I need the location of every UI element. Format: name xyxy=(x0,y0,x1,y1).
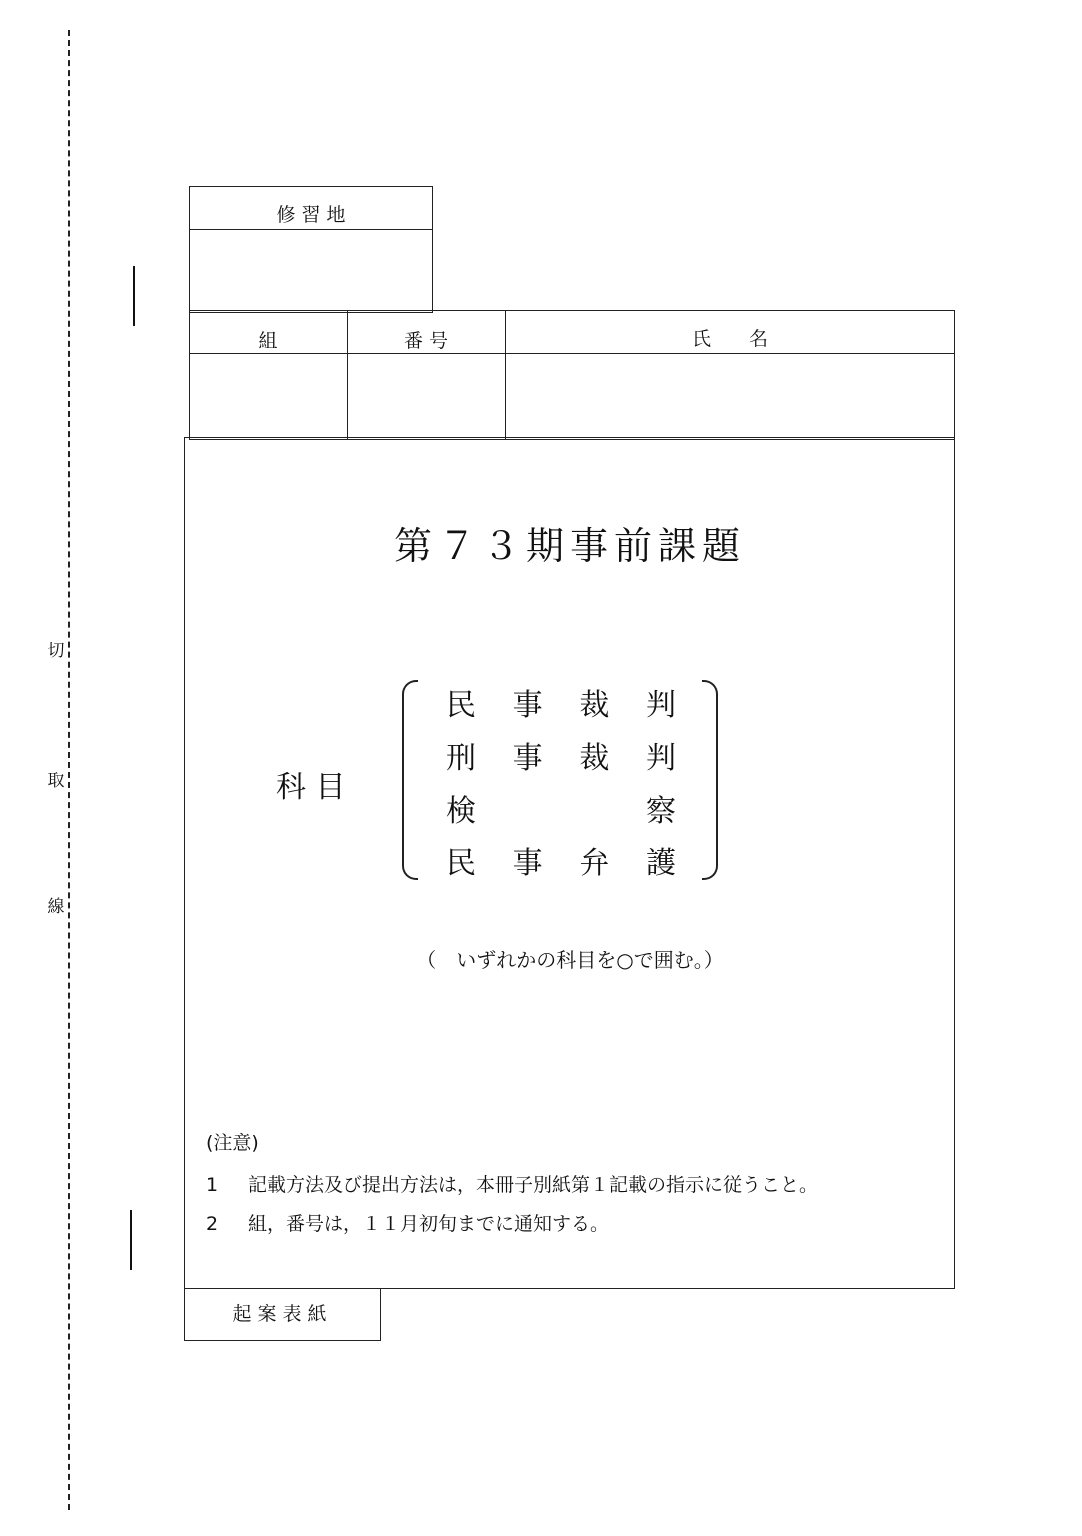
subject-char: 察 xyxy=(646,794,676,829)
note-text: 組，番号は，１１月初旬までに通知する。 xyxy=(248,1213,610,1235)
training-place-field[interactable] xyxy=(192,232,430,308)
subject-char: 事 xyxy=(512,741,543,776)
subject-char: 刑 xyxy=(446,741,476,776)
group-field[interactable] xyxy=(192,357,344,437)
subject-prosecution[interactable] xyxy=(446,786,676,830)
subject-char: 裁 xyxy=(579,688,610,723)
name-field[interactable] xyxy=(508,357,952,437)
subject-char: 事 xyxy=(512,688,543,723)
note-item xyxy=(206,1209,609,1236)
cut-line-char: 切 xyxy=(44,636,68,661)
notes-heading: (注意) xyxy=(206,1132,259,1154)
page-title: 第７３期事前課題 xyxy=(393,524,746,568)
cover-label: 起案表紙 xyxy=(184,1289,381,1341)
training-place-label: 修 習 地 xyxy=(276,204,346,226)
number-field[interactable] xyxy=(350,357,502,437)
divider xyxy=(189,353,955,354)
subject-char: 民 xyxy=(446,846,476,881)
margin-mark xyxy=(130,1210,132,1270)
name-label: 氏 名 xyxy=(691,328,768,350)
subject-criminal-trial[interactable] xyxy=(446,733,676,777)
cut-line xyxy=(68,30,70,1510)
left-bracket xyxy=(402,680,418,880)
subject-char: 民 xyxy=(446,688,476,723)
subjects-label: 科 目 xyxy=(276,770,346,805)
number-label: 番 号 xyxy=(403,330,449,352)
subject-char: 裁 xyxy=(579,741,610,776)
margin-mark xyxy=(133,266,135,326)
subject-char: 弁 xyxy=(579,846,610,881)
subject-char: 護 xyxy=(645,846,676,881)
note-number: 2 xyxy=(206,1213,219,1235)
subject-char: 判 xyxy=(645,688,676,723)
subject-civil-defense[interactable] xyxy=(446,838,676,882)
subject-char: 検 xyxy=(446,794,476,829)
cut-line-char: 取 xyxy=(44,766,68,791)
selection-instruction: （ いずれかの科目を○で囲む。） xyxy=(416,948,724,972)
cut-line-char: 線 xyxy=(44,892,68,917)
note-item xyxy=(206,1170,818,1197)
note-text: 記載方法及び提出方法は，本冊子別紙第１記載の指示に従うこと。 xyxy=(248,1174,819,1196)
note-number: 1 xyxy=(206,1174,219,1196)
divider xyxy=(189,229,433,230)
right-bracket xyxy=(702,680,718,880)
subject-civil-trial[interactable] xyxy=(446,680,676,724)
subject-char: 判 xyxy=(645,741,676,776)
subject-char: 事 xyxy=(512,846,543,881)
group-label: 組 xyxy=(258,330,278,352)
